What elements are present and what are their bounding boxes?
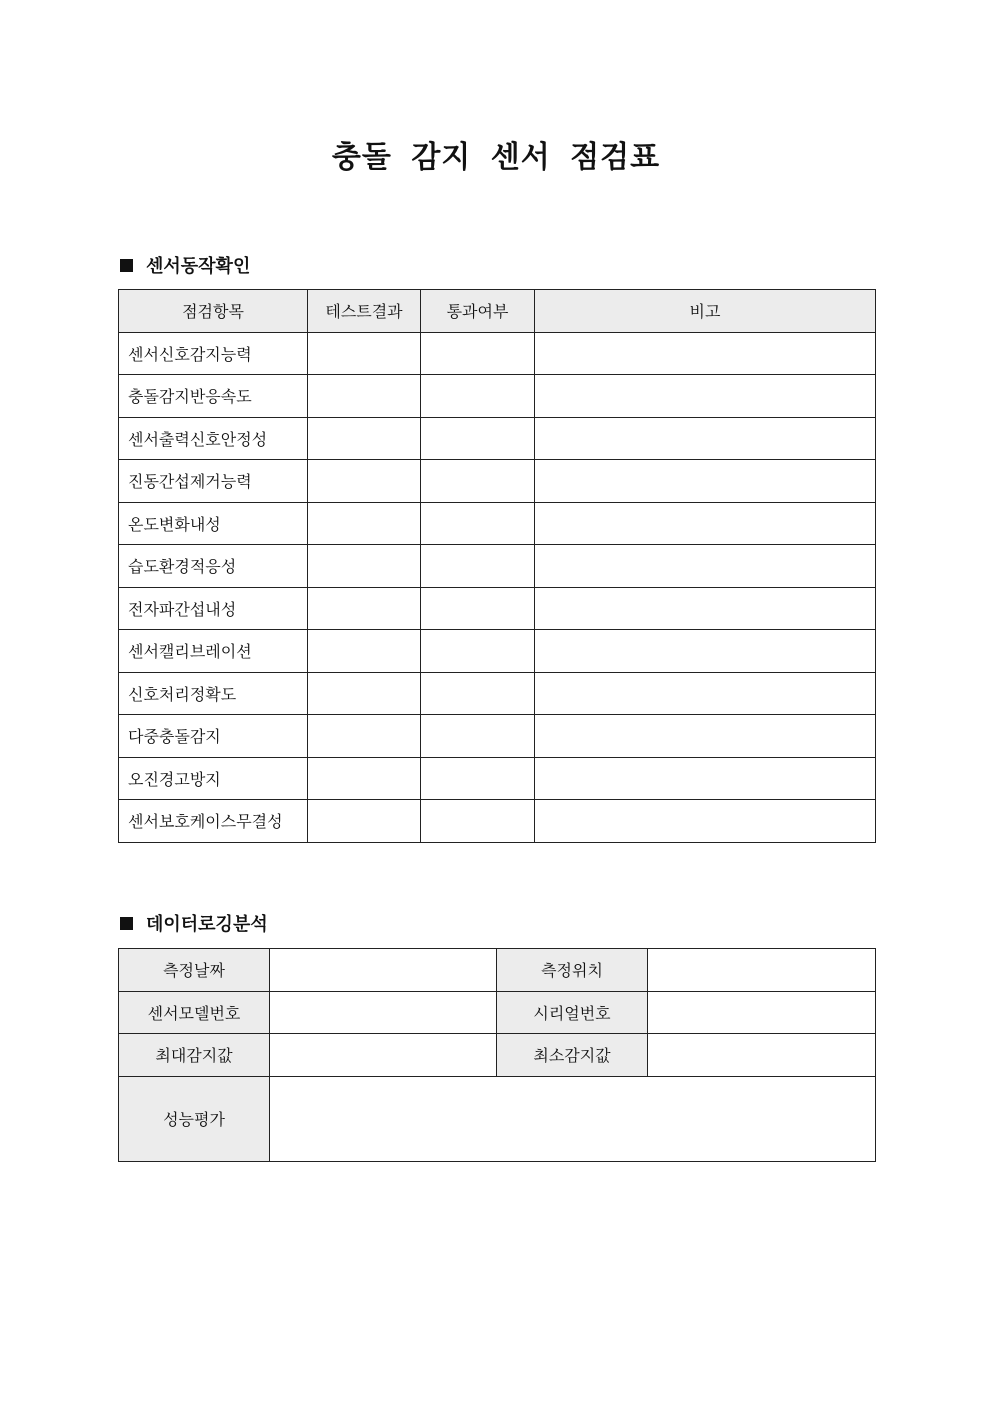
pass-status-cell[interactable]	[421, 587, 535, 630]
header-test-result: 테스트결과	[308, 290, 421, 333]
inspection-item: 센서보호케이스무결성	[119, 800, 308, 843]
table-row	[119, 587, 876, 630]
label-measurement-date: 측정날짜	[119, 949, 270, 992]
table-row	[119, 630, 876, 673]
table-row	[119, 1076, 876, 1161]
sensor-model-value[interactable]	[270, 991, 497, 1034]
remarks-cell[interactable]	[535, 502, 876, 545]
inspection-item: 온도변화내성	[119, 502, 308, 545]
table-row	[119, 502, 876, 545]
test-result-cell[interactable]	[308, 502, 421, 545]
header-inspection-item: 점검항목	[119, 290, 308, 333]
inspection-item: 습도환경적응성	[119, 545, 308, 588]
inspection-item: 센서캘리브레이션	[119, 630, 308, 673]
page-title: 충돌 감지 센서 점검표	[331, 140, 661, 175]
table-row	[119, 715, 876, 758]
serial-number-value[interactable]	[648, 991, 876, 1034]
pass-status-cell[interactable]	[421, 715, 535, 758]
test-result-cell[interactable]	[308, 460, 421, 503]
inspection-item: 센서신호감지능력	[119, 332, 308, 375]
pass-status-cell[interactable]	[421, 502, 535, 545]
remarks-cell[interactable]	[535, 375, 876, 418]
pass-status-cell[interactable]	[421, 672, 535, 715]
remarks-cell[interactable]	[535, 672, 876, 715]
max-detection-value[interactable]	[270, 1034, 497, 1077]
section-heading-sensor-operation	[120, 252, 250, 278]
pass-status-cell[interactable]	[421, 332, 535, 375]
table-row	[119, 757, 876, 800]
inspection-item: 센서출력신호안정성	[119, 417, 308, 460]
test-result-cell[interactable]	[308, 715, 421, 758]
square-bullet-icon	[120, 917, 133, 930]
test-result-cell[interactable]	[308, 375, 421, 418]
remarks-cell[interactable]	[535, 545, 876, 588]
header-pass-status: 통과여부	[421, 290, 535, 333]
pass-status-cell[interactable]	[421, 545, 535, 588]
test-result-cell[interactable]	[308, 417, 421, 460]
table-row	[119, 375, 876, 418]
table-row	[119, 991, 876, 1034]
test-result-cell[interactable]	[308, 587, 421, 630]
remarks-cell[interactable]	[535, 417, 876, 460]
measurement-location-value[interactable]	[648, 949, 876, 992]
table-row	[119, 949, 876, 992]
section-heading-label: 데이터로깅분석	[146, 914, 268, 935]
table-header-row	[119, 290, 876, 333]
sensor-operation-table	[118, 289, 876, 843]
pass-status-cell[interactable]	[421, 630, 535, 673]
test-result-cell[interactable]	[308, 800, 421, 843]
table-row	[119, 1034, 876, 1077]
section-heading-data-logging	[120, 910, 268, 936]
test-result-cell[interactable]	[308, 332, 421, 375]
remarks-cell[interactable]	[535, 800, 876, 843]
inspection-item: 오진경고방지	[119, 757, 308, 800]
inspection-item: 신호처리정확도	[119, 672, 308, 715]
label-min-detection: 최소감지값	[497, 1034, 648, 1077]
table-row	[119, 332, 876, 375]
pass-status-cell[interactable]	[421, 417, 535, 460]
section-heading-label: 센서동작확인	[146, 256, 251, 277]
performance-evaluation-value[interactable]	[270, 1076, 876, 1161]
remarks-cell[interactable]	[535, 757, 876, 800]
table-row	[119, 460, 876, 503]
square-bullet-icon	[120, 259, 133, 272]
table-row	[119, 672, 876, 715]
inspection-item: 다중충돌감지	[119, 715, 308, 758]
remarks-cell[interactable]	[535, 587, 876, 630]
remarks-cell[interactable]	[535, 332, 876, 375]
test-result-cell[interactable]	[308, 630, 421, 673]
remarks-cell[interactable]	[535, 715, 876, 758]
table-row	[119, 800, 876, 843]
table-row	[119, 545, 876, 588]
test-result-cell[interactable]	[308, 757, 421, 800]
label-measurement-location: 측정위치	[497, 949, 648, 992]
label-performance-evaluation: 성능평가	[119, 1076, 270, 1161]
data-logging-table	[118, 948, 876, 1162]
pass-status-cell[interactable]	[421, 375, 535, 418]
measurement-date-value[interactable]	[270, 949, 497, 992]
pass-status-cell[interactable]	[421, 757, 535, 800]
label-max-detection: 최대감지값	[119, 1034, 270, 1077]
test-result-cell[interactable]	[308, 672, 421, 715]
inspection-item: 전자파간섭내성	[119, 587, 308, 630]
table-row	[119, 417, 876, 460]
min-detection-value[interactable]	[648, 1034, 876, 1077]
test-result-cell[interactable]	[308, 545, 421, 588]
label-sensor-model: 센서모델번호	[119, 991, 270, 1034]
pass-status-cell[interactable]	[421, 460, 535, 503]
inspection-item: 충돌감지반응속도	[119, 375, 308, 418]
remarks-cell[interactable]	[535, 460, 876, 503]
label-serial-number: 시리얼번호	[497, 991, 648, 1034]
inspection-item: 진동간섭제거능력	[119, 460, 308, 503]
remarks-cell[interactable]	[535, 630, 876, 673]
header-remarks: 비고	[535, 290, 876, 333]
pass-status-cell[interactable]	[421, 800, 535, 843]
